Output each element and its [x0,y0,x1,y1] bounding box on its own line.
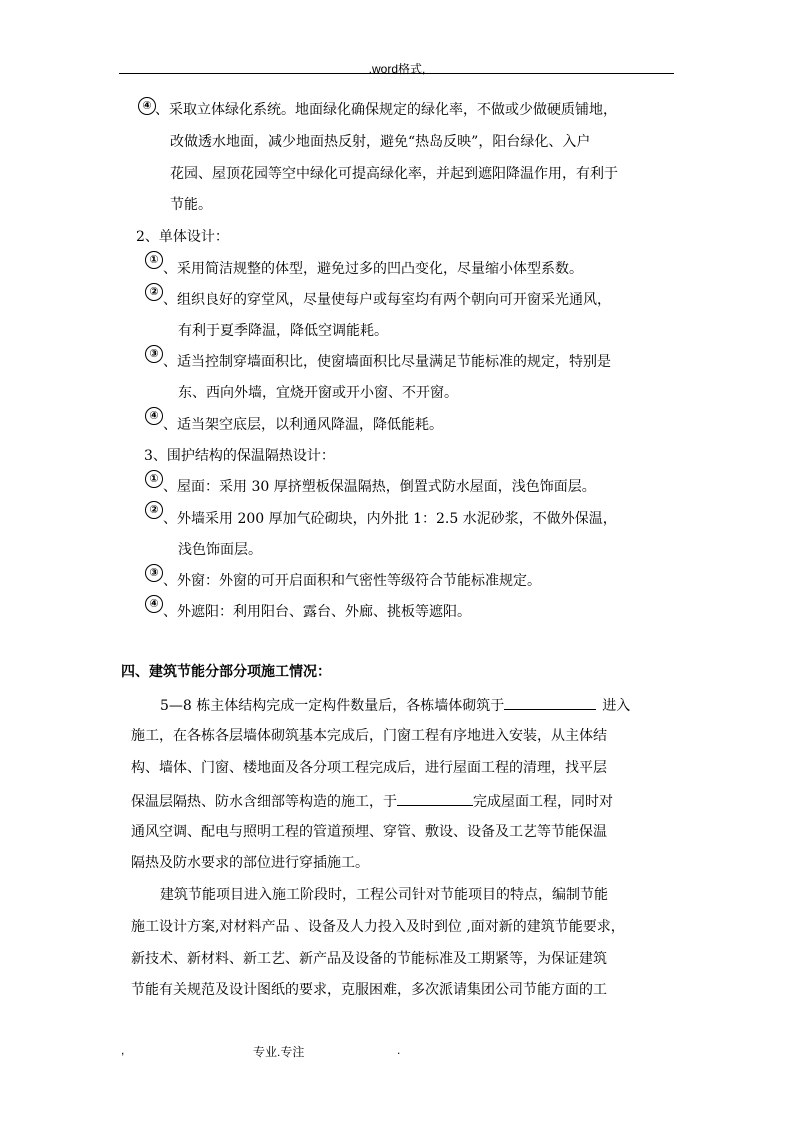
section-title: 3、围护结构的保温隔热设计： [144,448,335,464]
item-number-2: ② [145,283,163,301]
footer-center: 专业.专注 [253,1045,305,1059]
header-rule [119,73,674,74]
text-line: 东、西向外墙，宜烧开窗或开小窗、不开窗。 [178,385,458,401]
text-line: 建筑节能项目进入施工阶段时，工程公司针对节能项目的特点，编制节能 [160,887,608,903]
text-line: 有利于夏季降温，降低空调能耗。 [178,323,388,339]
item-number-4: ④ [138,97,156,115]
fill-in-blank [397,791,473,806]
page-header: .word格式, [368,62,426,76]
text-line: 、采用简洁规整的体型，避免过多的凹凸变化，尽量缩小体型系数。 [163,261,583,277]
item-number-4: ④ [145,595,163,613]
text-line: 浅色饰面层。 [178,542,262,558]
section-heading: 四、建筑节能分部分项施工情况： [121,664,331,680]
text-line: 改做透水地面，减少地面热反射，避免“热岛反映”，阳台绿化、入户 [170,134,591,150]
text-line: 构、墙体、门窗、楼地面及各分项工程完成后，进行屋面工程的清理，找平层 [131,760,607,776]
text-line: 通风空调、配电与照明工程的管道预埋、穿管、敷设、设备及工艺等节能保温 [131,824,607,840]
footer-right: . [397,1043,401,1057]
text-line [160,695,630,715]
text-line: 节能有关规范及设计图纸的要求，克服困难，多次派请集团公司节能方面的工 [131,982,607,998]
text-line: 、外墙采用 200 厚加气砼砌块，内外批 1：2.5 水泥砂浆，不做外保温， [163,511,617,527]
fill-in-blank [504,695,596,710]
footer-left: , [121,1043,125,1057]
text-line: 隔热及防水要求的部位进行穿插施工。 [131,855,369,871]
text-line: 花园、屋顶花园等空中绿化可提高绿化率，并起到遮阳降温作用，有利于 [170,166,618,182]
item-number-2: ② [145,501,163,519]
text-line: 、组织良好的穿堂风，尽量使每户或每室均有两个朝向可开窗采光通风， [163,292,611,308]
text-line: 、适当架空底层，以利通风降温，降低能耗。 [163,417,443,433]
section-title: 2、单体设计： [136,229,229,245]
text-line [131,791,613,811]
item-number-3: ③ [145,345,163,363]
text-segment: 5—8 栋主体结构完成一定构件数量后，各栋墙体砌筑于 [160,698,505,714]
text-line: 、适当控制穿墙面积比，使窗墙面积比尽量满足节能标准的规定，特别是 [163,354,611,370]
text-line: 节能。 [170,197,212,213]
text-line: 新技术、新材料、新工艺、新产品及设备的节能标准及工期紧等，为保证建筑 [131,951,607,967]
item-number-3: ③ [145,564,163,582]
text-line: 施工，在各栋各层墙体砌筑基本完成后，门窗工程有序地进入安装，从主体结 [131,728,607,744]
text-line: 、外遮阳：利用阳台、露台、外廊、挑板等遮阳。 [163,604,471,620]
text-line: 施工设计方案,对材料产品 、设备及人力投入及时到位 ,面对新的建筑节能要求， [131,919,625,935]
text-line: 、外窗：外窗的可开启面积和气密性等级符合节能标准规定。 [163,573,541,589]
text-segment: 进入 [602,698,631,714]
text-line: 、屋面：采用 30 厚挤塑板保温隔热，倒置式防水屋面，浅色饰面层。 [163,479,596,495]
text-line: 、采取立体绿化系统。地面绿化确保规定的绿化率，不做或少做硬质铺地， [155,102,617,118]
item-number-1: ① [145,470,163,488]
item-number-4: ④ [145,407,163,425]
text-segment: 保温层隔热、防水含细部等构造的施工，于 [131,794,397,810]
text-segment: 完成屋面工程，同时对 [473,794,613,810]
item-number-1: ① [145,251,163,269]
